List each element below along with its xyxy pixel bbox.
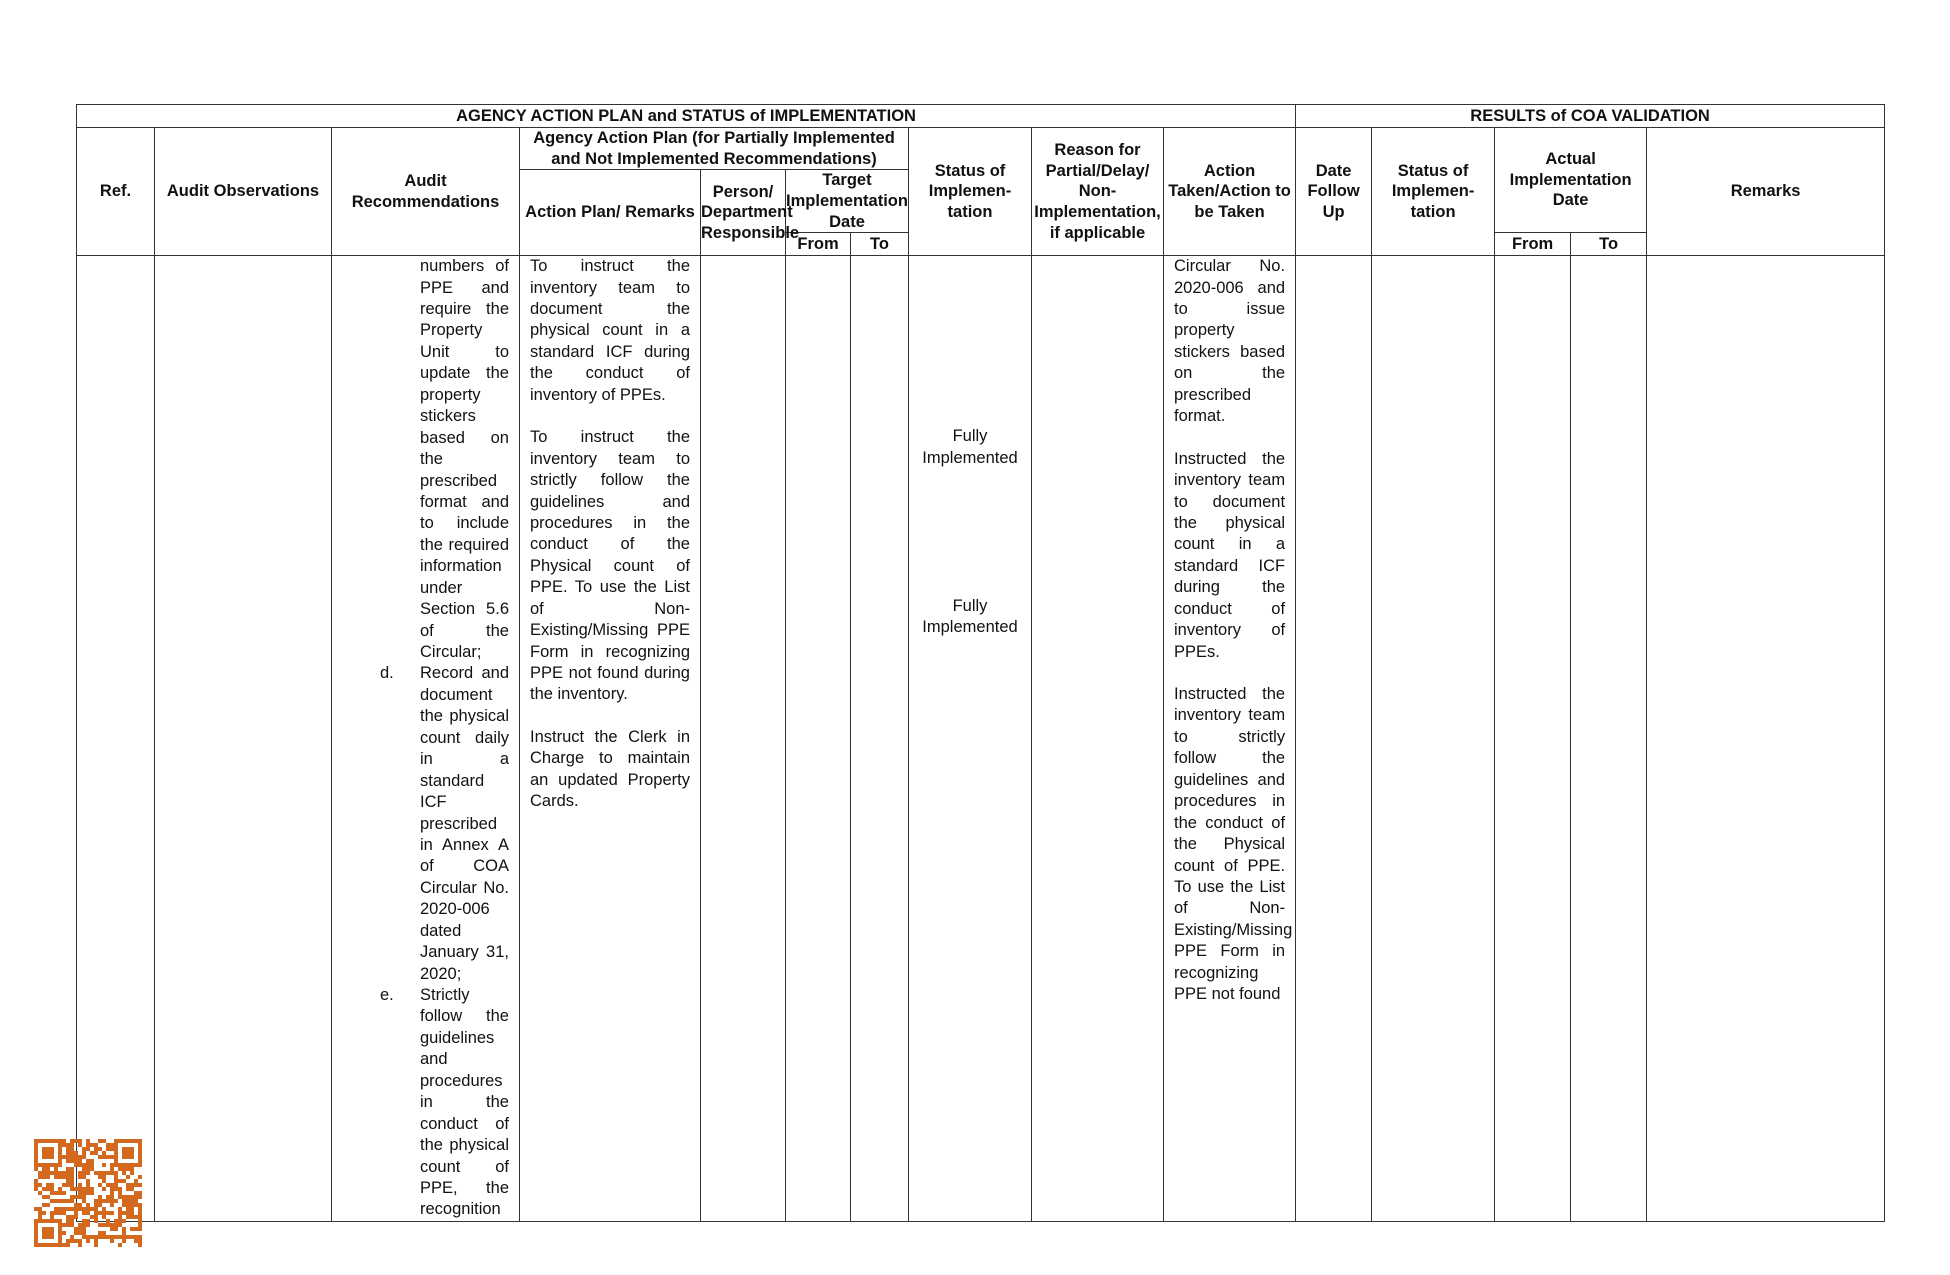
status-value: Fully Implemented	[922, 427, 1018, 467]
recommendation-item-d	[332, 663, 509, 985]
status-value: Fully Implemented	[922, 597, 1018, 637]
target-from-header: From	[786, 233, 851, 256]
reason-header: Reason for Partial/Delay/ Non-Implementation, if applicable	[1032, 128, 1164, 256]
action-taken-paragraph: Instructed the inventory team to document the physical count in a standard ICF during the conduct of inventory of PPEs.	[1174, 449, 1286, 661]
actual-date-header: Actual Implementation Date	[1495, 128, 1647, 233]
audit-recommendations-cell	[332, 256, 520, 1222]
reason-cell	[1032, 256, 1164, 1222]
action-plan-cell	[520, 256, 701, 1222]
recommendation-item-e	[332, 985, 509, 1221]
qr-code-icon	[34, 1139, 142, 1247]
recommendation-marker: d.	[380, 664, 394, 683]
action-plan-paragraph: To instruct the inventory team to document the physical count in a standard ICF during the conduct of inventory of PPEs.	[530, 257, 690, 404]
person-responsible-cell	[701, 256, 786, 1222]
target-from-cell	[786, 256, 851, 1222]
audit-observations-cell	[155, 256, 332, 1222]
action-taken-paragraph: Instructed the inventory team to strictly follow the guidelines and procedures in the conduct of the Physical count of PPE. To use the List of Non-Existing/Missing PPE Form in recognizing PPE not found	[1174, 685, 1293, 1004]
recommendation-lead: numbers of PPE and require the Property Unit to update the property stickers based on the prescribed format and to include the required information under Section 5.6 of the Circular;	[420, 257, 509, 661]
date-follow-up-cell	[1296, 256, 1372, 1222]
action-plan-table	[76, 104, 1885, 1222]
action-plan-group-header: Agency Action Plan (for Partially Implemented and Not Implemented Recommendations)	[520, 128, 909, 170]
person-responsible-header: Person/ Department Responsible	[701, 170, 786, 256]
recommendation-text: Strictly follow the guidelines and procedures in the conduct of the physical count of PPE, the recognition	[420, 986, 509, 1219]
recommendation-marker: e.	[380, 986, 394, 1004]
date-follow-up-header: Date Follow Up	[1296, 128, 1372, 256]
status-header: Status of Implemen-tation	[909, 128, 1032, 256]
target-to-header: To	[851, 233, 909, 256]
action-plan-paragraph: To instruct the inventory team to strictly follow the guidelines and procedures in the conduct of the Physical count of PPE. To use the List of Non-Existing/Missing PPE Form in recognizing PPE not found during the inventory.	[530, 428, 690, 704]
action-taken-header: Action Taken/Action to be Taken	[1164, 128, 1296, 256]
ref-cell	[77, 256, 155, 1222]
actual-to-header: To	[1571, 233, 1647, 256]
ref-header: Ref.	[77, 128, 155, 256]
coa-group-header: RESULTS of COA VALIDATION	[1296, 105, 1885, 128]
actual-from-cell	[1495, 256, 1571, 1222]
coa-status-header: Status of Implemen-tation	[1372, 128, 1495, 256]
action-taken-paragraph: Circular No. 2020-006 and to issue property stickers based on the prescribed format.	[1174, 257, 1286, 426]
audit-recommendations-header: Audit Recommendations	[332, 128, 520, 256]
actual-from-header: From	[1495, 233, 1571, 256]
action-plan-paragraph: Instruct the Clerk in Charge to maintain an updated Property Cards.	[530, 727, 690, 811]
actual-to-cell	[1571, 256, 1647, 1222]
action-plan-header: Action Plan/ Remarks	[520, 170, 701, 256]
remarks-cell	[1647, 256, 1885, 1222]
agency-group-header: AGENCY ACTION PLAN and STATUS of IMPLEMENTATION	[77, 105, 1296, 128]
target-to-cell	[851, 256, 909, 1222]
table-row	[77, 256, 1885, 1222]
remarks-header: Remarks	[1647, 128, 1885, 256]
coa-status-cell	[1372, 256, 1495, 1222]
target-date-header: Target Implementation Date	[786, 170, 909, 233]
recommendation-text: Record and document the physical count daily in a standard ICF prescribed in Annex A of COA Circular No. 2020-006 dated January 31, 2020;	[420, 664, 509, 983]
audit-observations-header: Audit Observations	[155, 128, 332, 256]
action-taken-cell	[1164, 256, 1296, 1222]
status-cell	[909, 256, 1032, 1222]
